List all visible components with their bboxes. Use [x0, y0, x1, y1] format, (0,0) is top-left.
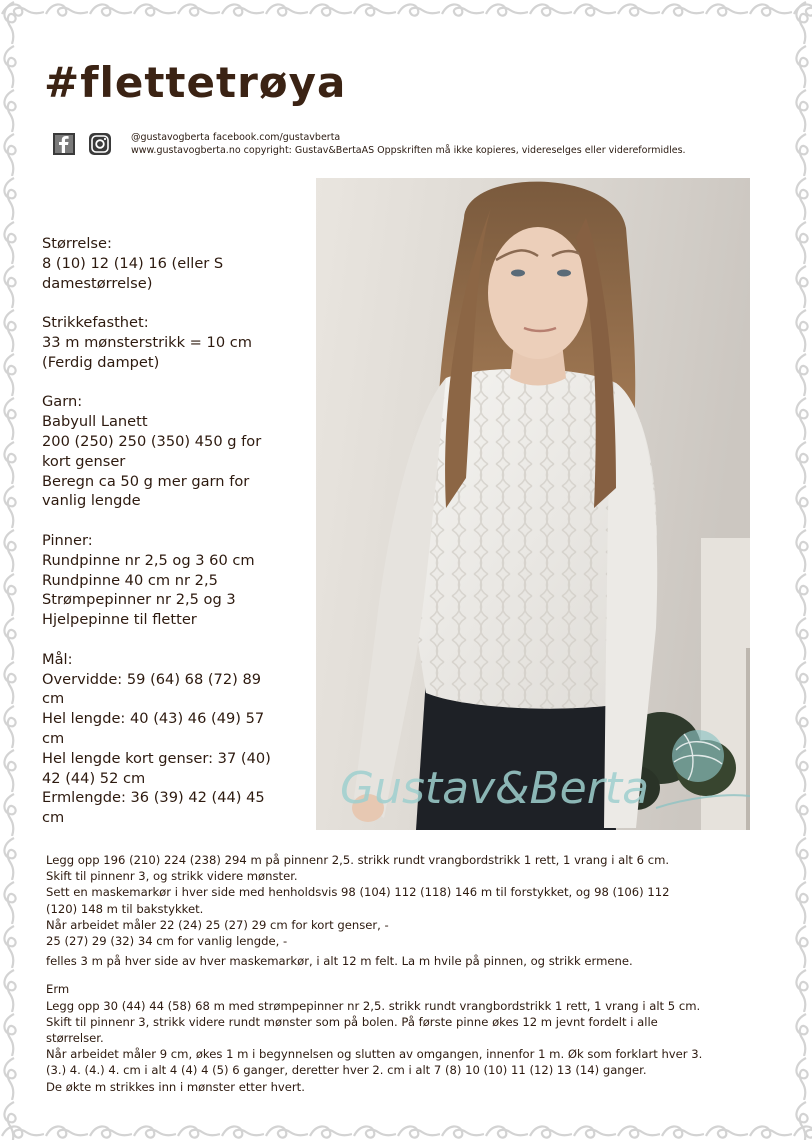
info-heading: Pinner:: [42, 531, 93, 549]
info-line: vanlig lengde: [42, 492, 141, 510]
info-line: Babyull Lanett: [42, 413, 148, 431]
info-line: Hel lengde kort genser: 37 (40): [42, 749, 271, 767]
instagram-icon[interactable]: [88, 132, 112, 156]
info-block-needles: [42, 531, 297, 630]
credit-line-copyright: www.gustavogberta.no copyright: Gustav&BertaAS Oppskriften må ikke kopieres, videreselges eller videreformidles.: [131, 145, 686, 156]
instruction-line: De økte m strikkes inn i mønster etter hvert.: [46, 1079, 305, 1094]
info-line: cm: [42, 729, 65, 747]
info-line: Hjelpepinne til fletter: [42, 611, 197, 629]
info-heading: Størrelse:: [42, 235, 112, 252]
pattern-instructions: [46, 852, 766, 1095]
info-heading: Garn:: [42, 393, 83, 411]
credit-line-social: @gustavogberta facebook.com/gustavberta: [131, 132, 341, 143]
instruction-line: Legg opp 30 (44) 44 (58) 68 m med strømpepinner nr 2,5. strikk rundt vrangbordstrikk 1 rett, 1 vrang i alt 5 cm.: [46, 998, 701, 1013]
info-block-gauge: [42, 313, 297, 372]
instruction-line: Når arbeidet måler 9 cm, økes 1 m i begynnelsen og slutten av omgangen, innenfor 1 m. Øk som forklart hver 3.: [46, 1047, 703, 1062]
info-line: Strømpepinner nr 2,5 og 3: [42, 591, 236, 609]
instruction-line: Skift til pinnenr 3, og strikk videre mønster.: [46, 869, 298, 884]
facebook-icon[interactable]: [52, 132, 76, 156]
info-line: 8 (10) 12 (14) 16 (eller S: [42, 254, 224, 272]
info-line: Rundpinne nr 2,5 og 3 60 cm: [42, 551, 255, 569]
social-icons: [52, 132, 112, 156]
instruction-line: Legg opp 196 (210) 224 (238) 294 m på pinnenr 2,5. strikk rundt vrangbordstrikk 1 rett, 1 vrang i alt 6 cm.: [46, 853, 670, 867]
info-block-size: [42, 234, 297, 293]
photo-watermark: Gustav&Berta: [340, 763, 650, 814]
info-line: 33 m mønsterstrikk = 10 cm: [42, 333, 252, 351]
credit-text: [131, 131, 686, 157]
pattern-info: [42, 234, 297, 848]
info-line: 42 (44) 52 cm: [42, 769, 146, 787]
info-line: cm: [42, 809, 65, 827]
info-line: (Ferdig dampet): [42, 353, 160, 371]
instruction-line: 25 (27) 29 (32) 34 cm for vanlig lengde, -: [46, 934, 288, 949]
page-title: #flettetrøya: [44, 58, 347, 107]
info-line: 200 (250) 250 (350) 450 g for: [42, 432, 262, 450]
sweater-photo-illustration: [316, 178, 750, 830]
section-heading-sleeve: Erm: [46, 982, 70, 997]
instruction-line: Skift til pinnenr 3, strikk videre rundt mønster som på bolen. På første pinne økes 12 m jevnt fordelt i alle: [46, 1014, 658, 1029]
instruction-line: størrelser.: [46, 1031, 104, 1046]
info-line: Rundpinne 40 cm nr 2,5: [42, 571, 218, 589]
instruction-line: Sett en maskemarkør i hver side med henholdsvis 98 (104) 112 (118) 146 m til forstykket, og 98 (106) 112: [46, 885, 670, 900]
instruction-line: (3.) 4. (4.) 4. cm i alt 4 (4) 4 (5) 6 ganger, deretter hver 2. cm i alt 7 (8) 10 (10) 11 (12) 13 (14) ganger.: [46, 1063, 647, 1078]
info-line: Beregn ca 50 g mer garn for: [42, 472, 250, 490]
instruction-line: felles 3 m på hver side av hver maskemarkør, i alt 12 m felt. La m hvile på pinnen, og strikk ermene.: [46, 954, 633, 969]
info-block-yarn: [42, 392, 297, 511]
info-heading: Strikkefasthet:: [42, 314, 149, 332]
instruction-line: Når arbeidet måler 22 (24) 25 (27) 29 cm for kort genser, -: [46, 917, 389, 932]
instruction-line: (120) 148 m til bakstykket.: [46, 901, 204, 916]
info-line: Ermlengde: 36 (39) 42 (44) 45: [42, 789, 265, 807]
info-line: cm: [42, 690, 65, 708]
info-line: Overvidde: 59 (64) 68 (72) 89: [42, 670, 262, 688]
info-heading: Mål:: [42, 650, 73, 668]
sweater-photo: [316, 178, 750, 830]
info-line: Hel lengde: 40 (43) 46 (49) 57: [42, 710, 265, 728]
info-block-measurements: [42, 650, 297, 828]
info-line: damestørrelse): [42, 274, 153, 292]
info-line: kort genser: [42, 452, 126, 470]
